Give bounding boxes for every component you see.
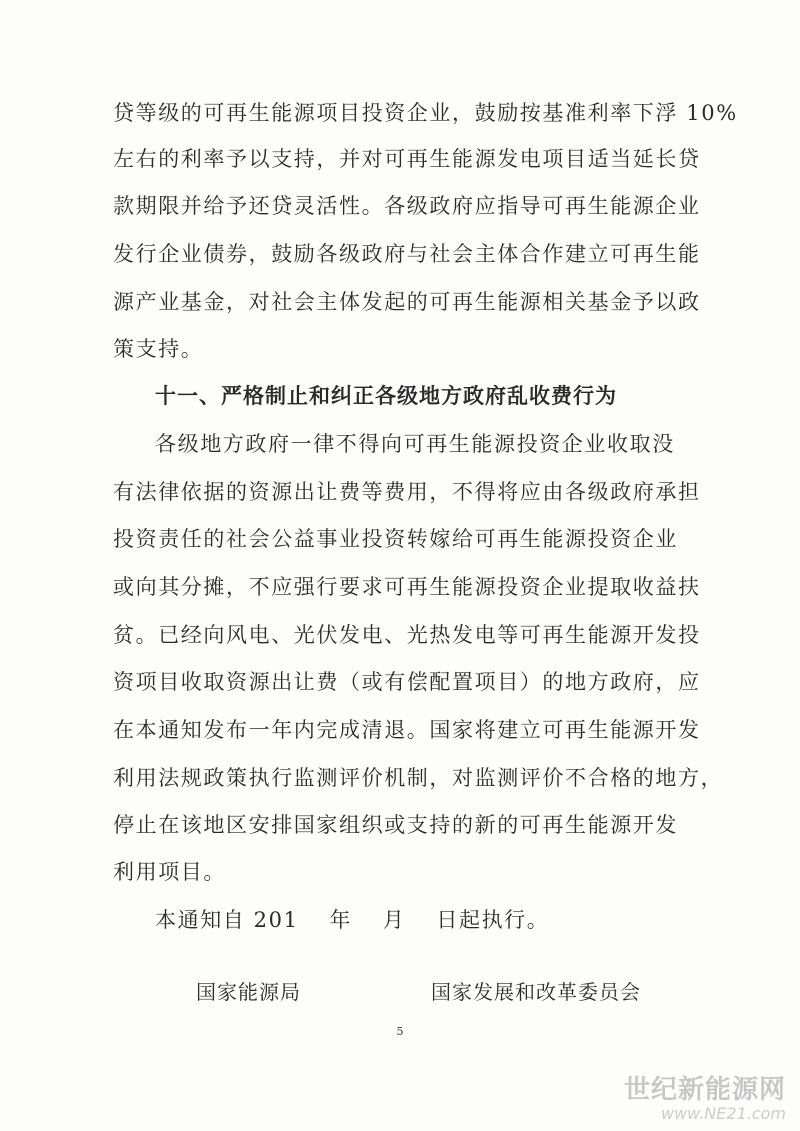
body-line-5: 源产业基金，对社会主体发起的可再生能源相关基金予以政 bbox=[113, 290, 701, 314]
section-line-5: 贫。已经向风电、光伏发电、光热发电等可再生能源开发投 bbox=[113, 623, 701, 647]
section-line-1: 各级地方政府一律不得向可再生能源投资企业收取没 bbox=[155, 432, 675, 456]
watermark-url: www.NE21.com bbox=[660, 1104, 786, 1123]
section-heading: 十一、严格制止和纠正各级地方政府乱收费行为 bbox=[155, 384, 617, 408]
watermark bbox=[624, 1075, 786, 1123]
body-line-2: 左右的利率予以支持，并对可再生能源发电项目适当延长贷 bbox=[113, 147, 701, 171]
body-line-1: 贷等级的可再生能源项目投资企业，鼓励按基准利率下浮 10% bbox=[113, 101, 738, 125]
effective-date: 本通知自 201 年 月 日起执行。 bbox=[155, 908, 550, 932]
body-line-4: 发行企业债券，鼓励各级政府与社会主体合作建立可再生能 bbox=[113, 242, 701, 266]
section-line-6: 资项目收取资源出让费（或有偿配置项目）的地方政府，应 bbox=[113, 670, 701, 694]
section-line-3: 投资责任的社会公益事业投资转嫁给可再生能源投资企业 bbox=[113, 527, 678, 551]
page-number: 5 bbox=[396, 1025, 404, 1038]
body-line-3: 款期限并给予还贷灵活性。各级政府应指导可再生能源企业 bbox=[113, 194, 701, 218]
section-line-8: 利用法规政策执行监测评价机制，对监测评价不合格的地方， bbox=[113, 766, 724, 790]
body-line-6: 策支持。 bbox=[113, 337, 204, 361]
section-line-7: 在本通知发布一年内完成清退。国家将建立可再生能源开发 bbox=[113, 718, 701, 742]
signatory-nea: 国家能源局 bbox=[196, 980, 301, 1004]
signatory-ndrc: 国家发展和改革委员会 bbox=[431, 980, 641, 1004]
watermark-name: 世纪新能源网 bbox=[623, 1075, 786, 1105]
section-line-4: 或向其分摊，不应强行要求可再生能源投资企业提取收益扶 bbox=[113, 575, 701, 599]
section-line-9: 停止在该地区安排国家组织或支持的新的可再生能源开发 bbox=[113, 813, 678, 837]
section-line-2: 有法律依据的资源出让费等费用，不得将应由各级政府承担 bbox=[113, 480, 701, 504]
section-line-10: 利用项目。 bbox=[113, 860, 226, 884]
